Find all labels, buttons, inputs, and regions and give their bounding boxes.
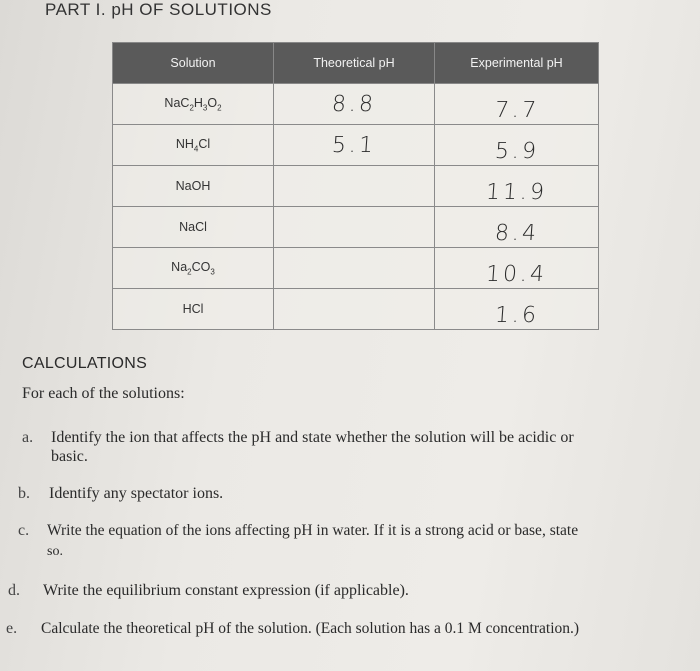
- theoretical-ph-cell: [274, 166, 435, 207]
- solution-cell: [113, 166, 274, 207]
- experimental-ph-cell: [435, 289, 599, 330]
- handwritten-experimental-ph: 1.6: [493, 302, 540, 328]
- handwritten-experimental-ph: 11.9: [485, 179, 548, 205]
- header-theoretical-ph: Theoretical pH: [274, 43, 435, 84]
- ph-table: [112, 42, 599, 330]
- table-row: [113, 207, 599, 248]
- item-letter: c.: [18, 522, 30, 539]
- table-row: [113, 84, 599, 125]
- handwritten-theoretical-ph: 5.1: [331, 132, 377, 158]
- formula-part: Na: [171, 259, 188, 274]
- solution-cell: [113, 289, 274, 330]
- formula-subscript: 3: [210, 267, 215, 277]
- formula-subscript: 2: [189, 103, 194, 113]
- table-row: [113, 166, 599, 207]
- experimental-ph-cell: [435, 125, 599, 166]
- formula-part: NaCl: [179, 220, 207, 234]
- item-text: Identify the ion that affects the pH and state whether the solution will be acidic or: [51, 429, 574, 446]
- solution-cell: [113, 125, 274, 166]
- item-text: Calculate the theoretical pH of the solution. (Each solution has a 0.1 M concentration.): [41, 620, 580, 637]
- theoretical-ph-cell: [274, 289, 435, 330]
- theoretical-ph-cell: [274, 207, 435, 248]
- item-letter: b.: [18, 485, 30, 502]
- item-text: Write the equation of the ions affecting pH in water. If it is a strong acid or base, state: [47, 522, 579, 539]
- formula-part: NaOH: [175, 179, 211, 193]
- experimental-ph-cell: [435, 207, 599, 248]
- calculations-title: CALCULATIONS: [22, 355, 148, 372]
- item-text: Identify any spectator ions.: [49, 485, 224, 502]
- handwritten-theoretical-ph: 8.8: [331, 91, 377, 117]
- handwritten-experimental-ph: 10.4: [485, 261, 548, 287]
- formula-subscript: 3: [202, 103, 208, 113]
- item-letter: e.: [6, 620, 18, 637]
- solution-cell: [113, 84, 274, 125]
- experimental-ph-cell: [435, 166, 599, 207]
- formula-part: NH: [175, 136, 194, 151]
- formula-part: H: [193, 95, 203, 110]
- formula-part: CO: [191, 259, 211, 274]
- item-letter: d.: [8, 582, 20, 599]
- item-letter: a.: [22, 429, 34, 446]
- item-text-continued: basic.: [51, 448, 88, 465]
- formula-part: NaC: [164, 95, 190, 110]
- formula-part: O: [207, 95, 218, 110]
- formula-part: Cl: [198, 136, 211, 151]
- formula-part: HCl: [182, 302, 204, 316]
- table-row: [113, 289, 599, 330]
- theoretical-ph-cell: [274, 84, 435, 125]
- item-text: Write the equilibrium constant expression (if applicable).: [43, 582, 409, 599]
- calculations-intro: For each of the solutions:: [22, 385, 185, 402]
- table-row: [113, 248, 599, 289]
- theoretical-ph-cell: [274, 248, 435, 289]
- handwritten-experimental-ph: 7.7: [493, 97, 540, 123]
- header-solution: Solution: [113, 43, 274, 84]
- experimental-ph-cell: [435, 248, 599, 289]
- item-text-continued: so.: [47, 544, 63, 559]
- part-title: PART I. pH OF SOLUTIONS: [45, 0, 272, 19]
- formula-subscript: 2: [217, 103, 222, 113]
- header-experimental-ph: Experimental pH: [435, 43, 599, 84]
- solution-cell: [113, 248, 274, 289]
- table-header-row: [113, 43, 599, 84]
- formula-subscript: 2: [187, 267, 192, 277]
- solution-cell: [113, 207, 274, 248]
- theoretical-ph-cell: [274, 125, 435, 166]
- handwritten-experimental-ph: 8.4: [493, 220, 540, 246]
- handwritten-experimental-ph: 5.9: [493, 138, 540, 164]
- table-row: [113, 125, 599, 166]
- experimental-ph-cell: [435, 84, 599, 125]
- formula-subscript: 4: [193, 144, 199, 154]
